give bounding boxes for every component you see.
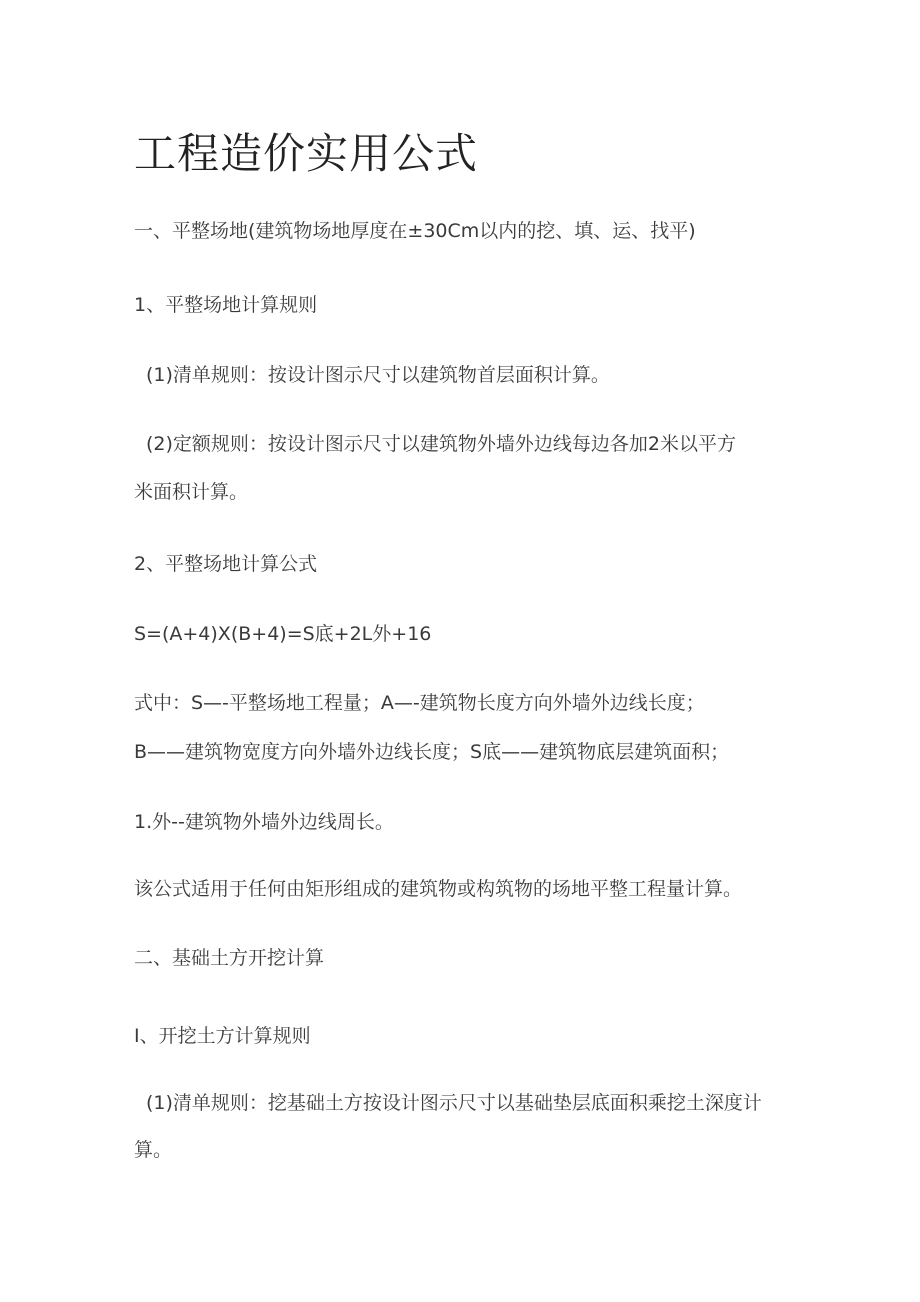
formula-explanation-2: B——建筑物宽度方向外墙外边线长度；S底——建筑物底层建筑面积；	[134, 741, 730, 763]
paragraph-excavation-rule-cont: 算。	[134, 1139, 173, 1161]
section-heading-2: 二、基础土方开挖计算	[134, 947, 325, 969]
subsection-heading-1-1: 1、平整场地计算规则	[134, 294, 318, 316]
paragraph-rule-quota-cont: 米面积计算。	[134, 481, 249, 503]
section-heading-1: 一、平整场地(建筑物场地厚度在±30Cm以内的挖、填、运、找平)	[134, 220, 696, 242]
formula-explanation-3: 1.外--建筑物外墙外边线周长。	[134, 811, 394, 833]
formula-line: S=(A+4)X(B+4)=S底+2L外+16	[134, 623, 432, 645]
formula-applicability: 该公式适用于任何由矩形组成的建筑物或构筑物的场地平整工程量计算。	[134, 878, 743, 900]
subsection-heading-2-1: I、开挖土方计算规则	[134, 1025, 311, 1047]
page-title: 工程造价实用公式	[134, 129, 479, 178]
paragraph-excavation-rule: (1)清单规则：挖基础土方按设计图示尺寸以基础垫层底面积乘挖土深度计	[146, 1092, 762, 1114]
subsection-heading-1-2: 2、平整场地计算公式	[134, 553, 318, 575]
paragraph-rule-list: (1)清单规则：按设计图示尺寸以建筑物首层面积计算。	[146, 364, 610, 386]
formula-explanation-1: 式中：S—-平整场地工程量；A—-建筑物长度方向外墙外边线长度；	[134, 692, 705, 714]
paragraph-rule-quota: (2)定额规则：按设计图示尺寸以建筑物外墙外边线每边各加2米以平方	[146, 433, 737, 455]
